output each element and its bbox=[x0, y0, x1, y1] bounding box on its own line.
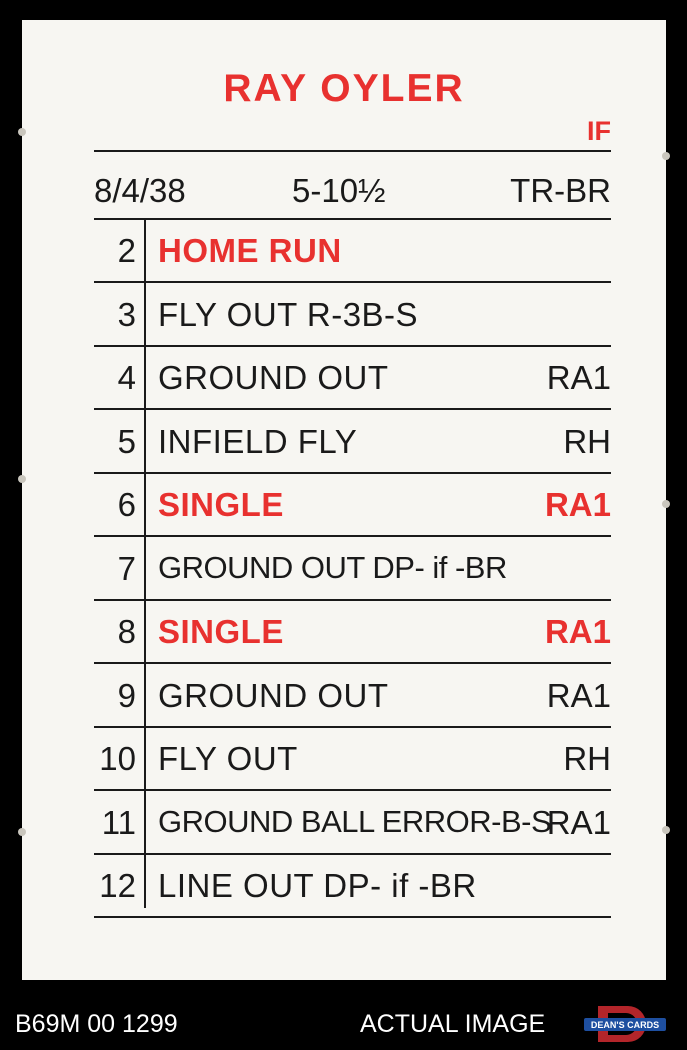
result-text: GROUND OUT bbox=[158, 676, 389, 714]
result-text: LINE OUT DP- if -BR bbox=[158, 867, 477, 904]
roll-number: 4 bbox=[117, 359, 136, 396]
result-row bbox=[94, 220, 611, 283]
roll-number: 7 bbox=[117, 549, 136, 587]
player-height: 5-10½ bbox=[292, 172, 386, 209]
result-row bbox=[94, 284, 611, 347]
result-code: RA1 bbox=[546, 676, 611, 714]
player-name: RAY OYLER bbox=[223, 67, 465, 110]
perforation bbox=[18, 128, 26, 136]
result-row bbox=[94, 665, 611, 728]
player-card bbox=[22, 20, 666, 980]
result-code: RH bbox=[563, 422, 611, 460]
result-text: SINGLE bbox=[158, 613, 284, 650]
result-text: GROUND OUT DP- if -BR bbox=[158, 549, 507, 585]
result-code: RA1 bbox=[546, 803, 611, 841]
perforation bbox=[662, 826, 670, 834]
result-text: GROUND OUT bbox=[158, 359, 389, 396]
deans-cards-logo bbox=[578, 1004, 672, 1044]
result-row bbox=[94, 474, 611, 537]
card-id: B69M 00 1299 bbox=[15, 1010, 178, 1038]
result-code: RA1 bbox=[546, 359, 611, 396]
result-row bbox=[94, 855, 611, 918]
result-row bbox=[94, 601, 611, 664]
roll-number: 8 bbox=[117, 613, 136, 650]
perforation bbox=[662, 500, 670, 508]
result-text: SINGLE bbox=[158, 486, 284, 523]
result-row bbox=[94, 728, 611, 791]
result-text: FLY OUT R-3B-S bbox=[158, 295, 419, 333]
actual-image-label: ACTUAL IMAGE bbox=[360, 1010, 546, 1038]
roll-number: 11 bbox=[101, 803, 136, 841]
result-code: RA1 bbox=[544, 613, 611, 650]
result-text: GROUND BALL ERROR-B-S bbox=[158, 803, 552, 839]
result-row bbox=[94, 792, 611, 855]
result-row bbox=[94, 538, 611, 601]
divider bbox=[94, 150, 611, 152]
roll-number: 12 bbox=[99, 867, 136, 904]
roll-number: 5 bbox=[117, 422, 136, 460]
birth-date: 8/4/38 bbox=[94, 172, 186, 209]
perforation bbox=[18, 828, 26, 836]
result-text: HOME RUN bbox=[158, 232, 342, 269]
result-text: FLY OUT bbox=[158, 740, 298, 777]
result-text: INFIELD FLY bbox=[158, 422, 358, 460]
roll-number: 9 bbox=[117, 676, 136, 714]
result-row bbox=[94, 411, 611, 474]
result-code: RA1 bbox=[544, 486, 611, 523]
roll-number: 2 bbox=[117, 232, 136, 269]
logo-text: DEAN'S CARDS bbox=[590, 1020, 660, 1030]
player-position: IF bbox=[587, 116, 611, 146]
perforation bbox=[662, 152, 670, 160]
result-row bbox=[94, 347, 611, 410]
throws-bats: TR-BR bbox=[510, 172, 611, 209]
roll-number: 6 bbox=[117, 486, 136, 523]
roll-number: 3 bbox=[117, 295, 136, 333]
roll-number: 10 bbox=[99, 740, 136, 777]
result-code: RH bbox=[563, 740, 611, 777]
perforation bbox=[18, 475, 26, 483]
row-divider bbox=[94, 916, 611, 918]
